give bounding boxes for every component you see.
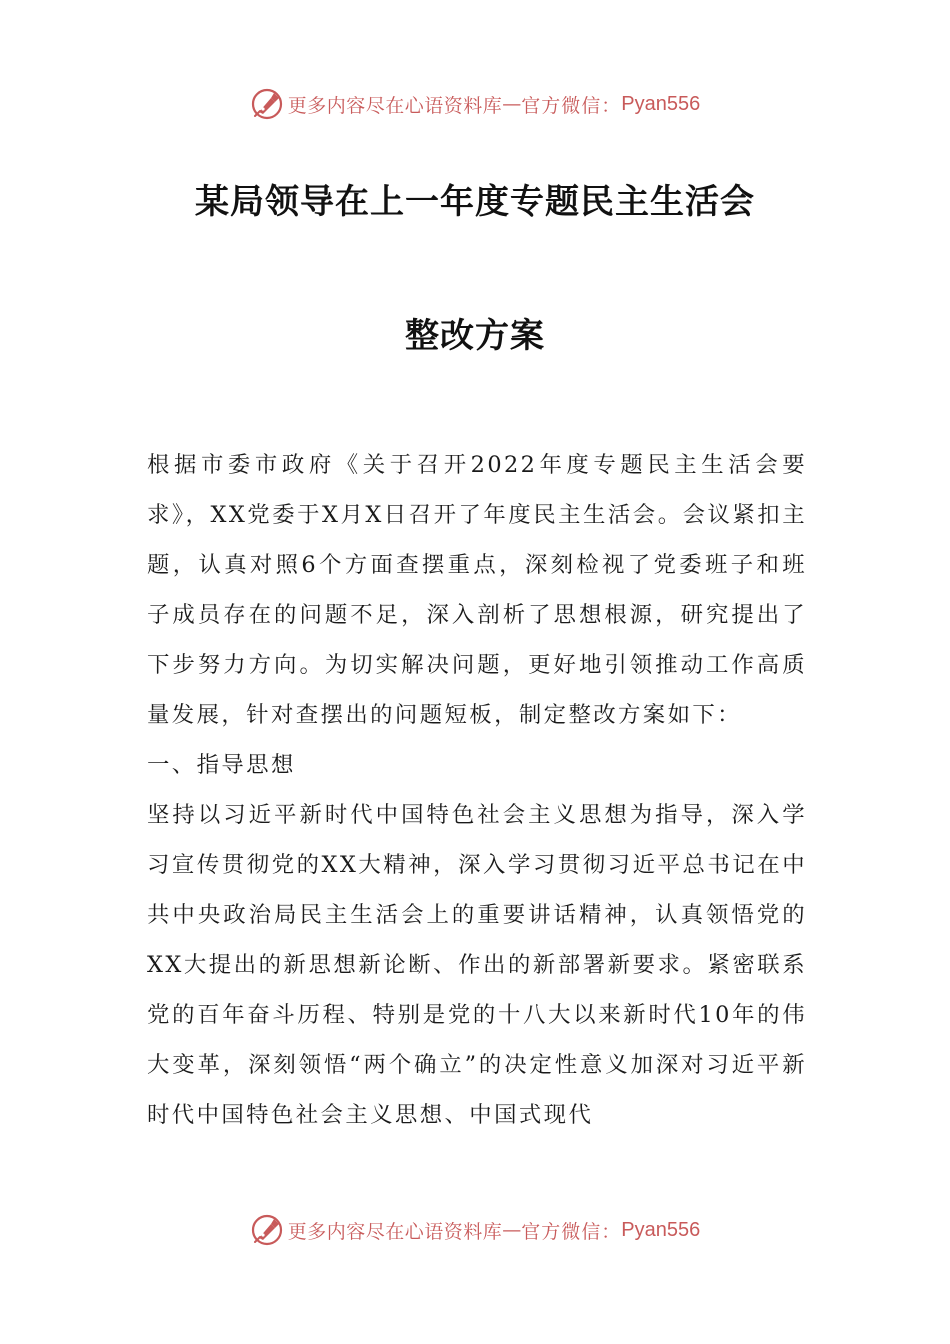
- banner-wechat-label: 官方微信：: [521, 94, 622, 117]
- banner-brand-text: 更多内容尽在心语资料库: [287, 1220, 503, 1243]
- header-banner: [0, 84, 950, 124]
- banner-separator: —: [502, 93, 522, 115]
- banner-brand-text: 更多内容尽在心语资料库: [287, 94, 503, 117]
- intro-paragraph: 根据市委市政府《关于召开2022年度专题民主生活会要求》，XX党委于X月X日召开了年度民主生活会。会议紧扣主题，认真对照6个方面查摆重点，深刻检视了党委班子和班子成员存在的问题不足，深入剖析了思想根源，研究提出了下步努力方向。为切实解决问题，更好地引领推动工作高质量发展，针对查摆出的问题短板，制定整改方案如下：: [147, 452, 807, 728]
- footer-banner: [0, 1210, 950, 1250]
- document-title-line-2: 整改方案: [405, 316, 545, 356]
- banner-separator: —: [502, 1219, 522, 1241]
- guiding-ideology-paragraph: 坚持以习近平新时代中国特色社会主义思想为指导，深入学习宣传贯彻党的XX大精神，深入学习贯彻习近平总书记在中共中央政治局民主生活会上的重要讲话精神，认真领悟党的XX大提出的新思想新论断、作出的新部署新要求。紧密联系党的百年奋斗历程、特别是党的十八大以来新时代10年的伟大变革，深刻领悟“两个确立”的决定性意义加深对习近平新时代中国特色社会主义思想、中国式现代: [147, 802, 807, 1128]
- banner-wechat-id: Pyan556: [621, 1218, 701, 1241]
- document-body: [147, 440, 807, 1140]
- banner-wechat-id: Pyan556: [621, 92, 701, 115]
- pen-nib-logo-icon: [250, 1213, 284, 1247]
- document-title-line-1: 某局领导在上一年度专题民主生活会: [195, 182, 755, 222]
- banner-wechat-label: 官方微信：: [521, 1220, 622, 1243]
- pen-nib-logo-icon: [250, 87, 284, 121]
- section-heading-guiding-ideology: 一、指导思想: [147, 752, 296, 778]
